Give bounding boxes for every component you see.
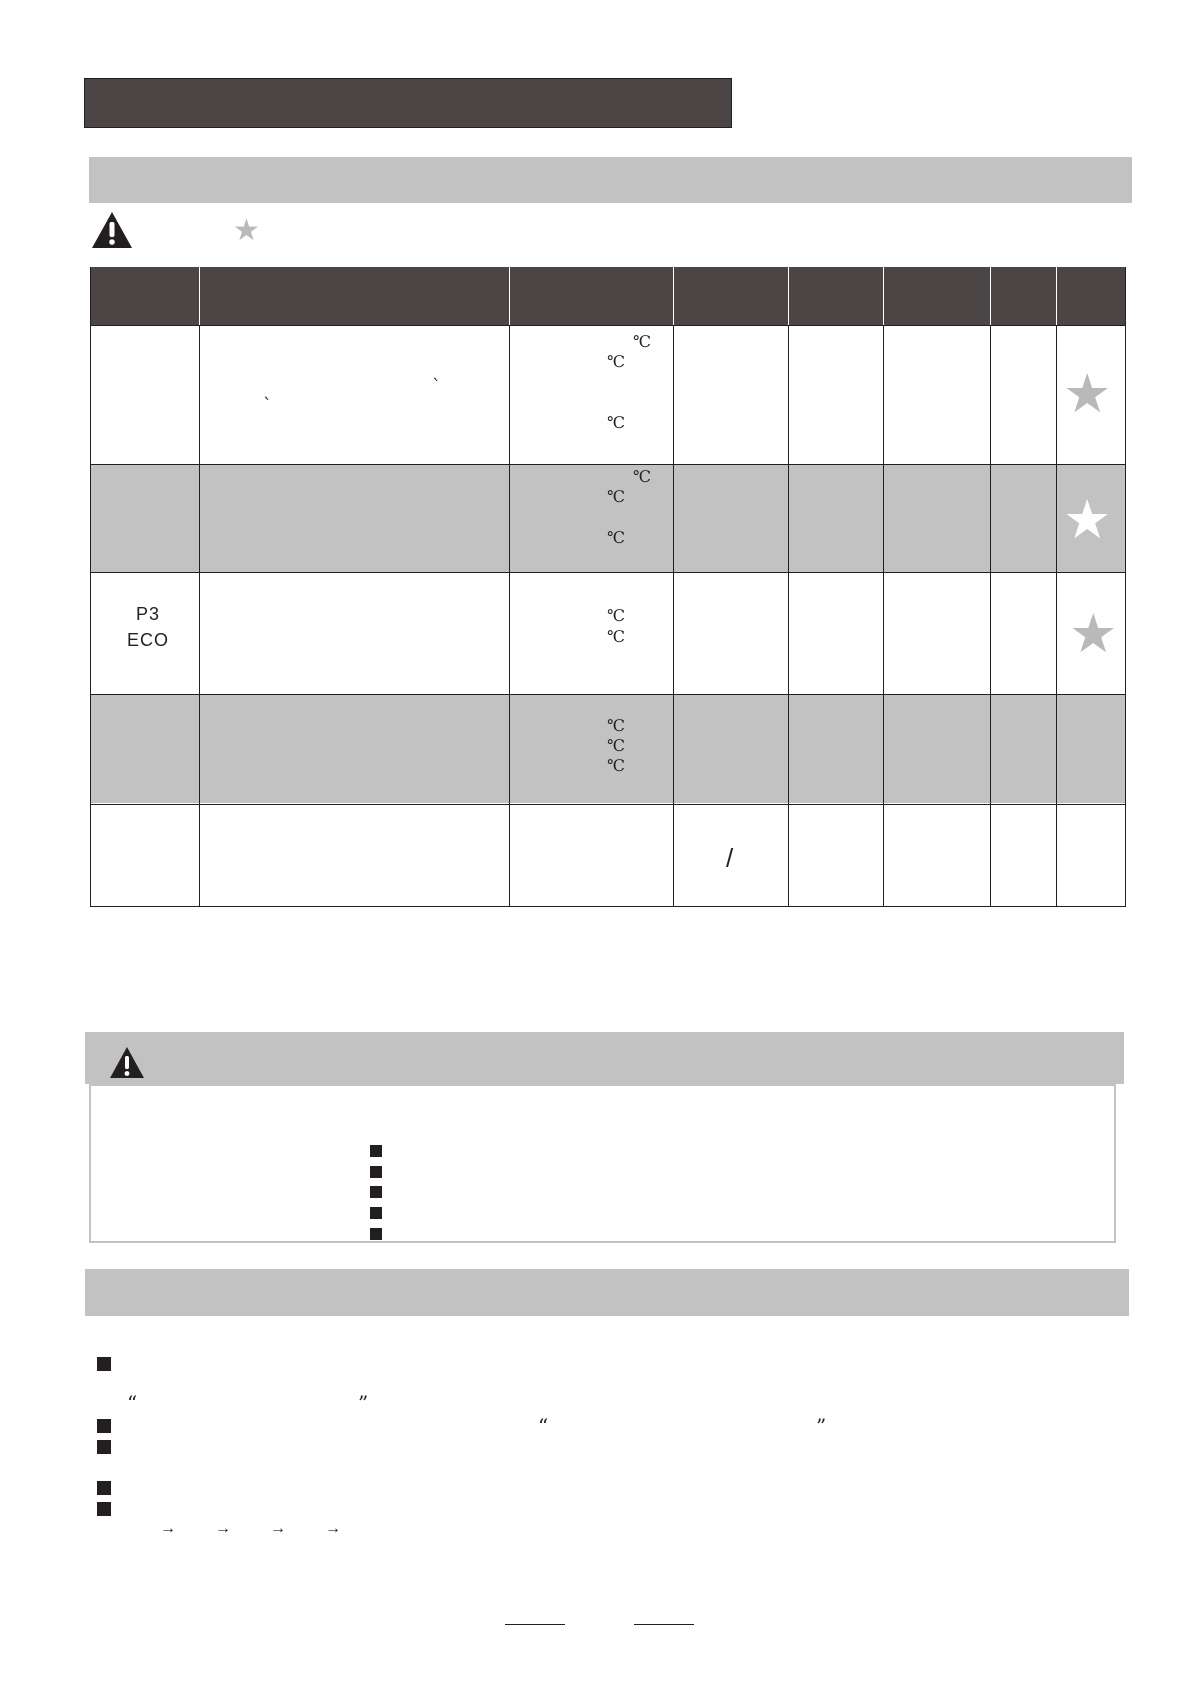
temperature-unit: ℃ <box>607 716 625 735</box>
temperature-unit: ℃ <box>607 528 625 547</box>
square-bullet-icon <box>370 1228 382 1240</box>
grave-mark: ` <box>263 395 272 416</box>
close-quote: ” <box>816 1414 827 1438</box>
open-quote: “ <box>127 1391 138 1415</box>
table-header-row <box>90 267 1126 325</box>
square-bullet-icon <box>97 1440 111 1454</box>
arrow-right-icon: → <box>270 1520 286 1537</box>
program-label-p3: P3 <box>135 604 161 624</box>
page-title-bar <box>84 78 732 128</box>
arrow-right-icon: → <box>215 1520 231 1537</box>
square-bullet-icon <box>370 1186 382 1198</box>
slash-mark: / <box>726 843 734 873</box>
program-label-eco: ECO <box>126 630 169 650</box>
square-bullet-icon <box>97 1357 111 1371</box>
temperature-unit: ℃ <box>607 606 625 625</box>
arrow-right-icon: → <box>325 1520 341 1537</box>
star-icon: ★ <box>1069 604 1118 664</box>
section-header-warning <box>85 1032 1124 1084</box>
footer-underline <box>505 1624 565 1625</box>
warning-note-box <box>89 1084 1116 1243</box>
temperature-unit: ℃ <box>607 487 625 506</box>
open-quote: “ <box>538 1414 549 1438</box>
close-quote: ” <box>358 1391 369 1415</box>
square-bullet-icon <box>97 1481 111 1495</box>
star-icon: ★ <box>1063 364 1112 424</box>
section-header-notes <box>85 1269 1129 1316</box>
temperature-unit: ℃ <box>607 352 625 371</box>
temperature-unit: ℃ <box>633 467 651 486</box>
square-bullet-icon <box>370 1207 382 1219</box>
table-row-shade-2 <box>91 465 1126 573</box>
arrow-right-icon: → <box>160 1520 176 1537</box>
star-icon: ★ <box>233 214 260 247</box>
square-bullet-icon <box>370 1145 382 1157</box>
warning-triangle-icon <box>90 210 134 250</box>
temperature-unit: ℃ <box>607 627 625 646</box>
temperature-unit: ℃ <box>607 413 625 432</box>
temperature-unit: ℃ <box>607 736 625 755</box>
square-bullet-icon <box>370 1166 382 1178</box>
section-header-program-table <box>89 157 1132 203</box>
temperature-unit: ℃ <box>633 332 651 351</box>
temperature-unit: ℃ <box>607 756 625 775</box>
footer-underline <box>634 1624 694 1625</box>
square-bullet-icon <box>97 1419 111 1433</box>
star-icon: ★ <box>1063 490 1112 550</box>
square-bullet-icon <box>97 1502 111 1516</box>
grave-mark: ` <box>432 376 441 397</box>
warning-triangle-icon <box>108 1046 146 1080</box>
